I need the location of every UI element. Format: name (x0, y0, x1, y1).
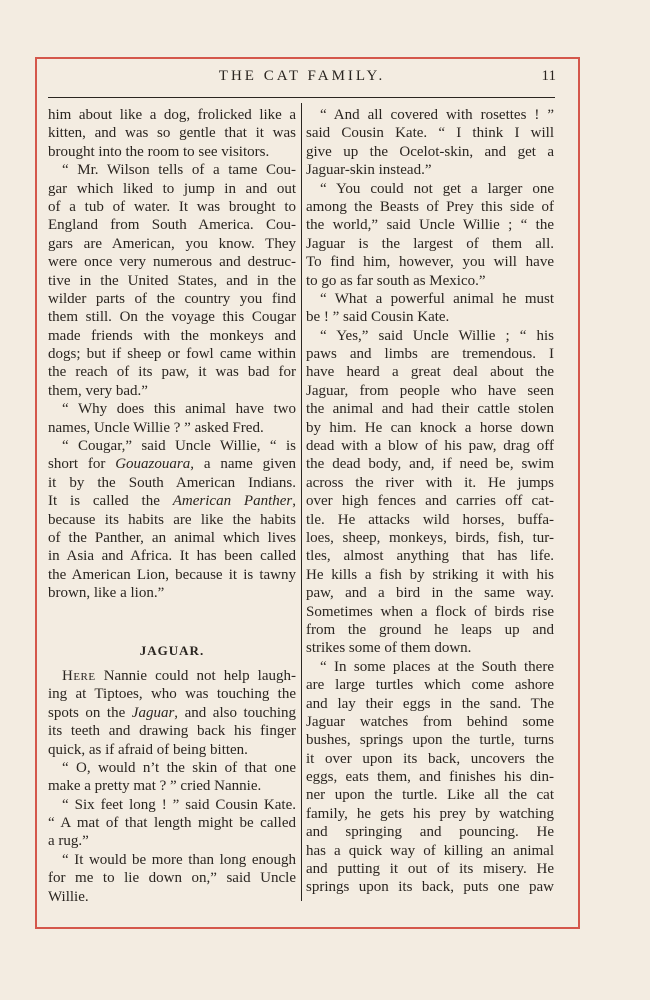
text-line: names, Uncle Willie ? ” asked Fred. (48, 419, 264, 436)
text-line: “ Why does this animal have two (62, 401, 296, 418)
text-line: spots on the Jaguar, and also touching (48, 704, 296, 721)
text-line: over high fences and carries off cat- (306, 493, 554, 510)
text-line: strikes some of them down. (306, 640, 472, 657)
page-number: 11 (541, 68, 556, 84)
text-line: Jaguar watches from behind some (306, 713, 554, 730)
text-line: the dead body, and, if need be, swim (306, 456, 554, 473)
text-line: across the river with it. He jumps (306, 474, 554, 491)
text-line: family, he gets his prey by watching (306, 805, 554, 822)
text-line: “ It would be more than long enough (62, 851, 296, 868)
text-line: “ Six feet long ! ” said Cousin Kate. (62, 796, 296, 813)
text-line: “ What a powerful animal he must (320, 290, 554, 307)
text-line: ner upon the turtle. Like all the cat (306, 787, 554, 804)
text-line: them, very bad.” (48, 382, 148, 399)
text-line: “ A mat of that length might be called (48, 815, 296, 832)
text-line: are large turtles which come ashore (306, 677, 554, 694)
text-line: quick, as if afraid of being bitten. (48, 741, 248, 758)
text-line: paw, and a bird in the same way. (306, 585, 554, 602)
section-spacer (48, 660, 296, 667)
text-line: paws and limbs are tremendous. I (306, 346, 554, 363)
section-spacer (48, 603, 296, 642)
right-column (306, 106, 554, 897)
section-heading: JAGUAR. (139, 642, 205, 658)
text-line: tles, almost anything that has life. (306, 548, 554, 565)
text-line: it by the South American Indians. (48, 474, 296, 491)
text-line: short for Gouazouara, a name given (48, 456, 296, 473)
text-line: made friends with the monkeys and (48, 327, 296, 344)
text-line: give up the Ocelot-skin, and get a (306, 143, 554, 160)
text-line: kitten, and was so gentle that it was (48, 125, 296, 142)
text-line: make a pretty mat ? ” cried Nannie. (48, 778, 262, 795)
text-line: the reach of its paw, it was bad for (48, 364, 296, 381)
text-line: “ O, would n’t the skin of that one (62, 759, 296, 776)
text-line: ing at Tiptoes, who was touching the (48, 686, 296, 703)
text-line: for me to lie down on,” said Uncle (48, 870, 296, 887)
text-line: “ Mr. Wilson tells of a tame Cou- (62, 162, 296, 179)
text-line: dead with a blow of his paw, drag off (306, 438, 554, 455)
text-line: the American Lion, because it is tawny (48, 566, 296, 583)
text-line: wilder parts of the country you find (48, 290, 296, 307)
text-line: dogs; but if sheep or fowl came within (48, 346, 296, 363)
text-line: England from South America. Cou- (48, 217, 296, 234)
text-line: him about like a dog, frolicked like a (48, 107, 296, 123)
text-line: to go as far south as Mexico.” (306, 272, 486, 289)
column-divider (301, 103, 302, 901)
text-line: of a tub of water. It was brought to (48, 198, 296, 215)
text-line: “ You could not get a larger one (320, 180, 554, 197)
text-line: “ Yes,” said Uncle Willie ; “ his (320, 327, 554, 344)
text-line: “ In some places at the South there (320, 658, 554, 675)
text-line: it over upon its back, uncovers the (306, 750, 554, 767)
text-line: Sometimes when a flock of birds rise (306, 603, 554, 620)
text-line: “ And all covered with rosettes ! ” (320, 107, 554, 123)
text-line: and springing and pouncing. He (306, 824, 554, 841)
text-line: He kills a fish by striking it with his (306, 566, 554, 583)
text-line: were once very numerous and destruc- (48, 254, 296, 271)
left-column (48, 106, 296, 906)
text-line: loes, sheep, monkeys, birds, fish, tur- (306, 529, 554, 546)
text-line: and putting it out of its misery. He (306, 861, 554, 878)
text-line: have heard a great deal about the (306, 364, 554, 381)
text-line: the world,” said Uncle Willie ; “ the (306, 217, 554, 234)
text-line: because its habits are like the habits (48, 511, 296, 528)
text-line: by him. He can knock a horse down (306, 419, 554, 436)
text-line: of the Panther, an animal which lives (48, 529, 296, 546)
text-line: and lay their eggs in the sand. The (306, 695, 554, 712)
text-line: tle. He attacks wild horses, buffa- (306, 511, 554, 528)
text-line: Jaguar, from people who have seen (306, 382, 554, 399)
text-line: Jaguar-skin instead.” (306, 162, 432, 179)
text-line: brought into the room to see visitors. (48, 143, 270, 160)
text-line: said Cousin Kate. “ I think I will (306, 125, 554, 142)
text-line: brown, like a lion.” (48, 585, 165, 602)
text-line: To find him, however, you will have (306, 254, 554, 271)
text-line: Jaguar is the largest of them all. (306, 235, 554, 252)
text-line: in Asia and Africa. It has been called (48, 548, 296, 565)
text-line: be ! ” said Cousin Kate. (306, 309, 450, 326)
text-line: among the Beasts of Prey this side of (306, 198, 554, 215)
text-line: Willie. (48, 888, 89, 905)
text-line: from the ground he leaps up and (306, 621, 554, 638)
text-line: its teeth and drawing back his finger (48, 723, 296, 740)
text-line: a rug.” (48, 833, 89, 850)
text-line: eggs, eats them, and finishes his din- (306, 769, 554, 786)
text-line: springs upon its back, puts one paw (306, 879, 554, 896)
text-line: them still. On the voyage this Cougar (48, 309, 296, 326)
text-line: bushes, springs upon the turtle, turns (306, 732, 554, 749)
text-line: the animal and had their cattle stolen (306, 401, 554, 418)
running-title: THE CAT FAMILY. (218, 68, 386, 84)
text-line: gars are American, you know. They (48, 235, 296, 252)
text-line: “ Cougar,” said Uncle Willie, “ is (62, 438, 296, 455)
text-line: gar which liked to jump in and out (48, 180, 296, 197)
text-line: Here Nannie could not help laugh- (62, 667, 296, 684)
text-line: It is called the American Panther, (48, 493, 296, 510)
text-line: has a quick way of killing an animal (306, 842, 554, 859)
running-head (48, 68, 556, 88)
header-rule (48, 97, 555, 98)
text-line: tive in the United States, and in the (48, 272, 296, 289)
